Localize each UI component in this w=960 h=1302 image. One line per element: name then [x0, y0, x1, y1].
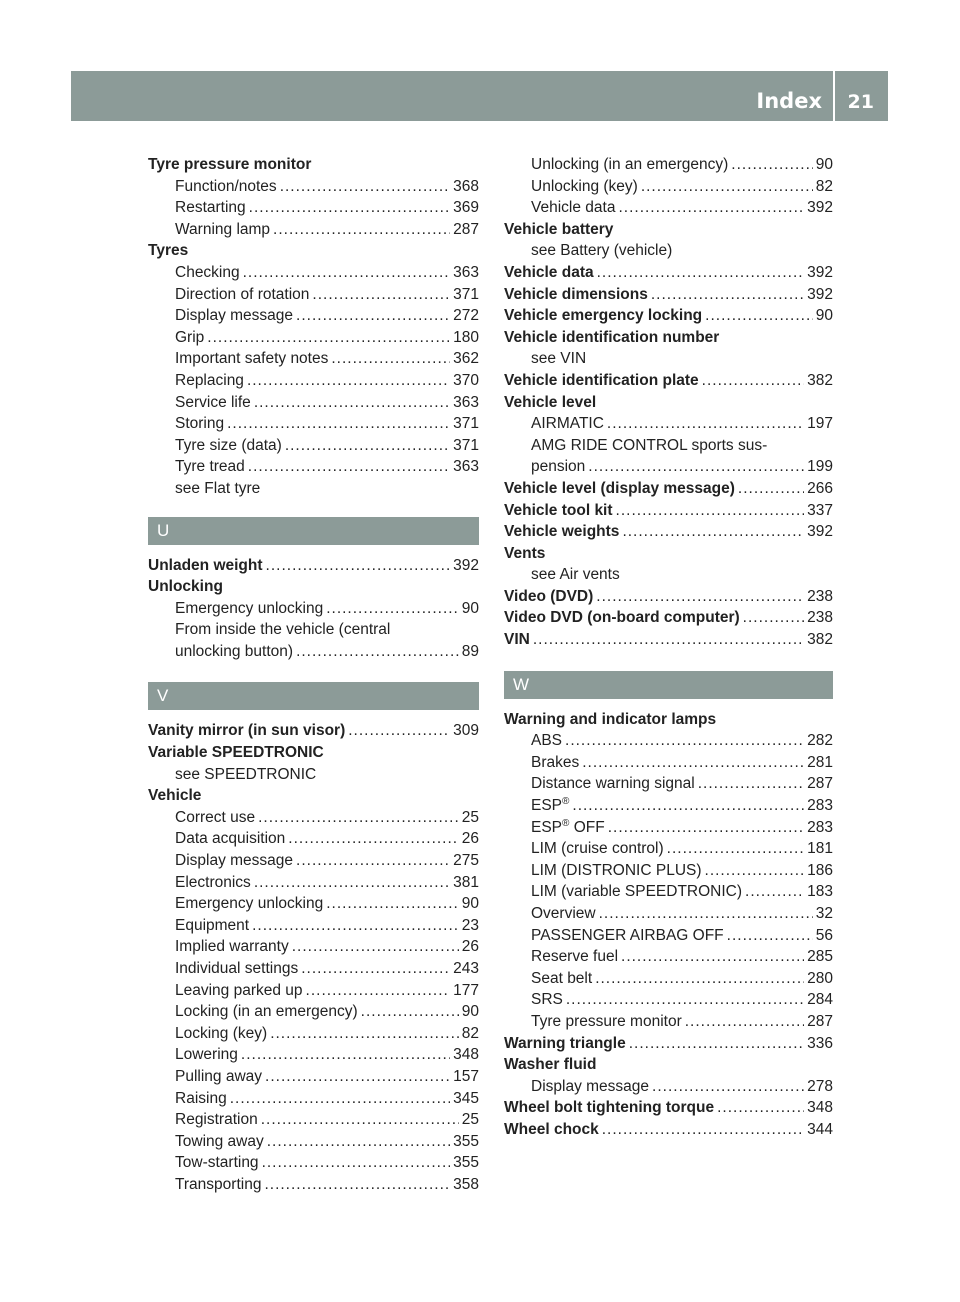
index-entry[interactable]: ESP® ..... 283: [504, 795, 833, 817]
index-entry[interactable]: LIM (variable SPEEDTRONIC) ..... 183: [504, 881, 833, 903]
index-entry[interactable]: Locking (in an emergency) ..... 90: [148, 1001, 479, 1023]
index-see-reference[interactable]: see VIN: [531, 350, 587, 368]
index-entry[interactable]: Overview ..... 32: [504, 903, 833, 925]
index-entry[interactable]: Display message ..... 278: [504, 1076, 833, 1098]
index-entry[interactable]: SRS ..... 284: [504, 989, 833, 1011]
index-entry[interactable]: Reserve fuel ..... 285: [504, 946, 833, 968]
index-entry[interactable]: Seat belt ..... 280: [504, 968, 833, 990]
index-heading: Unlocking: [148, 578, 223, 596]
index-entry[interactable]: Electronics ..... 381: [148, 872, 479, 894]
index-entry[interactable]: Vehicle data ..... 392: [504, 262, 833, 284]
index-entry[interactable]: Display message ..... 272: [148, 305, 479, 327]
letter-section-v: V: [148, 682, 479, 710]
index-entry[interactable]: Tyre pressure monitor ..... 287: [504, 1011, 833, 1033]
index-entry[interactable]: Tyre size (data) ..... 371: [148, 435, 479, 457]
index-entry[interactable]: Pulling away ..... 157: [148, 1066, 479, 1088]
index-entry[interactable]: Individual settings ..... 243: [148, 958, 479, 980]
index-entry[interactable]: VIN ..... 382: [504, 629, 833, 651]
index-entry[interactable]: Locking (key) ..... 82: [148, 1023, 479, 1045]
index-entry[interactable]: Important safety notes ..... 362: [148, 348, 479, 370]
index-entry[interactable]: Equipment ..... 23: [148, 915, 479, 937]
index-heading: Washer fluid: [504, 1056, 597, 1074]
index-heading: Warning and indicator lamps: [504, 710, 717, 728]
index-entry[interactable]: Video DVD (on-board computer) ..... 238: [504, 607, 833, 629]
header-bar: [71, 71, 888, 121]
index-entry[interactable]: Function/notes ..... 368: [148, 176, 479, 198]
index-entry[interactable]: Direction of rotation ..... 371: [148, 284, 479, 306]
letter-section-u: U: [148, 517, 479, 545]
index-entry[interactable]: Tow-starting ..... 355: [148, 1152, 479, 1174]
index-entry[interactable]: Registration ..... 25: [148, 1109, 479, 1131]
index-heading: Tyres: [148, 242, 189, 260]
index-entry[interactable]: Display message ..... 275: [148, 850, 479, 872]
index-heading: Vehicle: [148, 787, 202, 805]
index-entry[interactable]: Vehicle dimensions ..... 392: [504, 284, 833, 306]
index-entry[interactable]: Grip ..... 180: [148, 327, 479, 349]
index-entry[interactable]: Unladen weight ..... 392: [148, 555, 479, 577]
index-entry[interactable]: Wheel bolt tightening torque ..... 348: [504, 1097, 833, 1119]
index-entry[interactable]: Data acquisition ..... 26: [148, 828, 479, 850]
index-entry[interactable]: Brakes ..... 281: [504, 752, 833, 774]
index-entry[interactable]: Vanity mirror (in sun visor) ..... 309: [148, 720, 479, 742]
index-entry[interactable]: LIM (DISTRONIC PLUS) ..... 186: [504, 860, 833, 882]
index-entry[interactable]: AIRMATIC ..... 197: [504, 413, 833, 435]
index-entry[interactable]: Wheel chock ..... 344: [504, 1119, 833, 1141]
index-entry[interactable]: Emergency unlocking ..... 90: [148, 598, 479, 620]
index-entry[interactable]: Emergency unlocking ..... 90: [148, 893, 479, 915]
index-entry[interactable]: Vehicle level (display message) ..... 266: [504, 478, 833, 500]
index-entry[interactable]: Lowering ..... 348: [148, 1044, 479, 1066]
index-entry[interactable]: Service life ..... 363: [148, 392, 479, 414]
index-heading: Variable SPEEDTRONIC: [148, 744, 324, 762]
header-title: Index: [756, 89, 822, 113]
index-entry[interactable]: Warning triangle ..... 336: [504, 1033, 833, 1055]
index-entry[interactable]: Leaving parked up ..... 177: [148, 980, 479, 1002]
index-entry-line: From inside the vehicle (central: [175, 621, 391, 639]
index-see-reference[interactable]: see SPEEDTRONIC: [175, 765, 317, 783]
index-entry-line: AMG RIDE CONTROL sports sus-: [531, 436, 768, 454]
index-entry[interactable]: Vehicle data ..... 392: [504, 197, 833, 219]
index-entry[interactable]: pension ..... 199: [504, 456, 833, 478]
index-entry[interactable]: Transporting ..... 358: [148, 1174, 479, 1196]
index-entry[interactable]: Warning lamp ..... 287: [148, 219, 479, 241]
index-entry[interactable]: Distance warning signal ..... 287: [504, 773, 833, 795]
index-entry[interactable]: Unlocking (in an emergency) ..... 90: [504, 154, 833, 176]
index-entry[interactable]: Vehicle identification plate ..... 382: [504, 370, 833, 392]
letter-section-w: W: [504, 671, 833, 699]
index-see-reference[interactable]: see Flat tyre: [175, 479, 261, 497]
index-entry[interactable]: ESP® OFF ..... 283: [504, 817, 833, 839]
index-column-right: [504, 154, 833, 1141]
index-entry[interactable]: Restarting ..... 369: [148, 197, 479, 219]
index-entry[interactable]: Tyre tread ..... 363: [148, 456, 479, 478]
index-heading: Vehicle identification number: [504, 328, 720, 346]
index-entry[interactable]: Implied warranty ..... 26: [148, 936, 479, 958]
index-entry[interactable]: Towing away ..... 355: [148, 1131, 479, 1153]
index-entry[interactable]: ABS ..... 282: [504, 730, 833, 752]
index-entry[interactable]: Vehicle weights ..... 392: [504, 521, 833, 543]
index-heading: Tyre pressure monitor: [148, 156, 312, 173]
index-entry[interactable]: Correct use ..... 25: [148, 807, 479, 829]
index-see-reference[interactable]: see Air vents: [531, 566, 620, 584]
index-see-reference[interactable]: see Battery (vehicle): [531, 242, 673, 260]
index-column-left: [148, 154, 479, 1196]
index-entry[interactable]: Replacing ..... 370: [148, 370, 479, 392]
index-entry[interactable]: Video (DVD) ..... 238: [504, 586, 833, 608]
index-entry[interactable]: Vehicle tool kit ..... 337: [504, 500, 833, 522]
index-entry[interactable]: LIM (cruise control) ..... 181: [504, 838, 833, 860]
index-heading: Vehicle level: [504, 393, 597, 411]
header-divider: [833, 71, 835, 121]
index-heading: Vents: [504, 544, 546, 562]
index-entry[interactable]: Raising ..... 345: [148, 1088, 479, 1110]
index-entry[interactable]: PASSENGER AIRBAG OFF ..... 56: [504, 925, 833, 947]
index-entry[interactable]: unlocking button) ..... 89: [148, 641, 479, 663]
index-entry[interactable]: Storing ..... 371: [148, 413, 479, 435]
index-heading: Vehicle battery: [504, 220, 614, 238]
index-entry[interactable]: Unlocking (key) ..... 82: [504, 176, 833, 198]
index-entry[interactable]: Checking ..... 363: [148, 262, 479, 284]
index-entry[interactable]: Vehicle emergency locking ..... 90: [504, 305, 833, 327]
page-number: 21: [847, 91, 874, 113]
